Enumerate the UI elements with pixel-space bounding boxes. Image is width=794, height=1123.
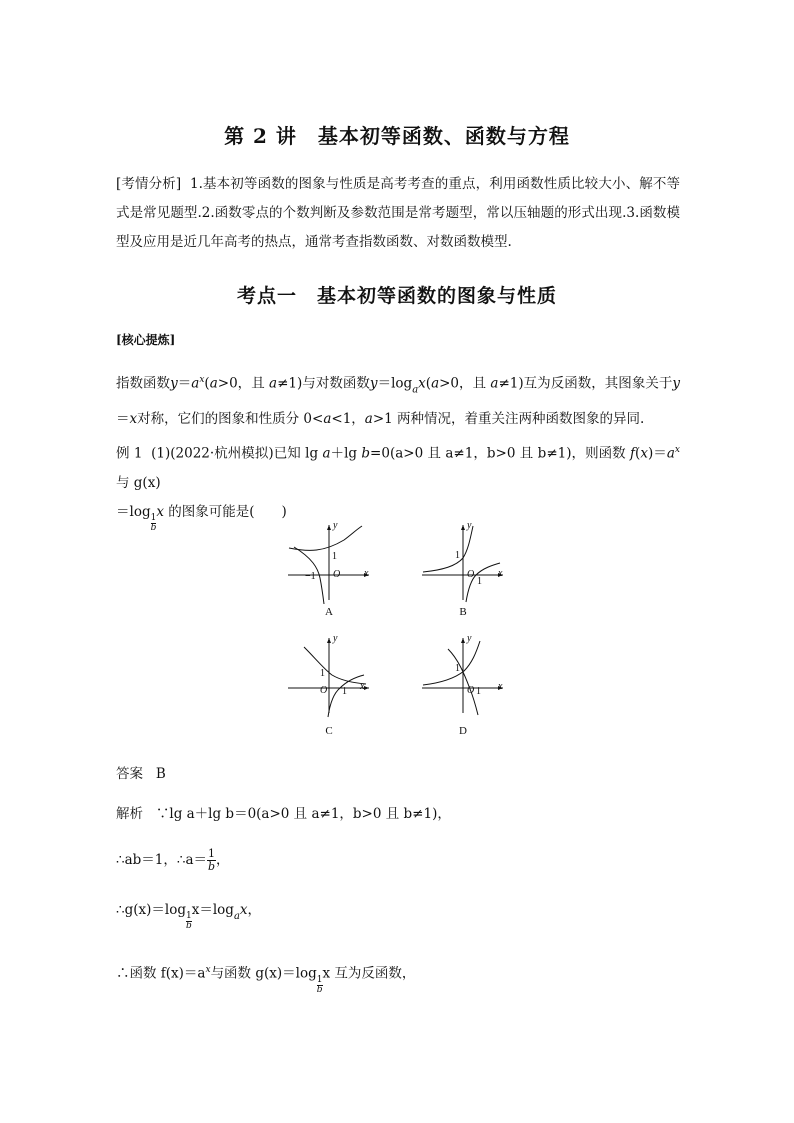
example-text-2: =0(a>0 且 a≠1，b>0 且 b≠1)，则函数	[370, 445, 626, 462]
core-text-3: 互为反函数，其图象关于	[523, 375, 673, 392]
solution-label: 解析	[116, 806, 143, 822]
curve-exp	[423, 641, 480, 685]
graph-a-minus-one: −1	[305, 571, 316, 582]
curve-exp	[289, 526, 362, 550]
graph-b-one-x: 1	[477, 576, 482, 587]
analysis-tag: [考情分析]	[116, 176, 182, 192]
graph-d-x: x	[498, 681, 503, 692]
solution-text-3a: ∴g(x)＝log	[116, 902, 186, 918]
analysis-text: 1.基本初等函数的图象与性质是高考考查的重点，利用函数性质比较大小、解不等式是常见题型.2.函数零点的个数判断及参数范围是常考题型，常以压轴题的形式出现.3.函数模型及应用是近几年高考的热点，通常考查指数函数、对数函数模型.	[116, 176, 680, 250]
graph-a[interactable]	[284, 520, 394, 640]
solution-line-3: ∴g(x)＝log $\frac{1}{b}$ $x=\log_ax$，	[116, 902, 262, 931]
example-text-3: 与 g(x)	[116, 474, 161, 491]
graph-b-x: x	[498, 568, 503, 579]
graph-c-one-x: 1	[342, 686, 347, 697]
graph-b-one-y: 1	[455, 550, 460, 561]
answer-line	[116, 760, 680, 789]
section-title: 考点一 基本初等函数的图象与性质	[236, 285, 557, 307]
graph-a-o: O	[333, 569, 341, 580]
solution-text-4a: ∴函数 f(x)＝a	[116, 965, 206, 982]
solution-text-4b: 与函数 g(x)＝log	[210, 965, 317, 982]
solution-text-1: ∵lg a＋lg b＝0(a>0 且 a≠1，b>0 且 b≠1)，	[155, 806, 451, 822]
page-title: 第 2 讲 基本初等函数、函数与方程	[224, 124, 570, 148]
graph-b-caption: B	[459, 606, 467, 618]
solution-text-4c: x 互为反函数，	[322, 965, 416, 982]
graph-d-one-y: 1	[455, 663, 460, 674]
example-text-1: (1)(2022·杭州模拟)已知 lg	[151, 445, 323, 462]
graph-c-caption: C	[325, 725, 333, 737]
graph-b[interactable]	[418, 520, 528, 640]
core-text-2: 与对数函数	[302, 375, 370, 392]
graph-d-y: y	[467, 633, 472, 644]
graph-a-x: x	[364, 568, 369, 579]
graph-a-one: 1	[332, 551, 337, 562]
graph-d[interactable]	[418, 633, 528, 753]
core-label: [核心提炼]	[116, 333, 176, 347]
answer-label: 答案	[116, 766, 143, 782]
core-text-5: <1，	[331, 410, 365, 427]
example-label: 例 1	[116, 445, 143, 462]
graph-c-o: O	[320, 685, 328, 696]
core-text-4: 对称，它们的图象和性质分 0<	[137, 410, 324, 427]
core-text-6: >1 两种情况，着重关注两种函数图象的异同.	[372, 410, 645, 427]
example-paragraph: 例 1 (1)(2022·杭州模拟)已知 lg a＋lg b=0(a>0 且 a≠1，b>0 且 b≠1)，则函数 $f(x)=a^x$与 g(x) ＝log $\frac{1}{b}$ x 的图象可能是( )	[116, 445, 680, 533]
graph-c-one-y: 1	[320, 668, 325, 679]
graph-d-o: O	[467, 685, 475, 696]
curve-exp	[304, 647, 366, 684]
answer-value: B	[155, 766, 166, 782]
graph-d-one-x: 1	[476, 686, 481, 697]
graph-d-caption: D	[459, 725, 467, 737]
graph-a-caption: A	[325, 606, 333, 618]
graph-c-x: x	[360, 681, 365, 692]
graph-b-y: y	[467, 520, 472, 531]
graph-a-y: y	[333, 520, 338, 531]
curve-exp	[423, 526, 473, 572]
solution-line-4: ∴函数 $f(x)=a^x$与函数 g(x)＝log $\frac{1}{b}$ x 互为反函数，	[116, 965, 416, 995]
example-text-4: 的图象可能是( )	[168, 503, 287, 520]
analysis-paragraph	[116, 170, 680, 257]
core-paragraph: 指数函数$y=a^x(a>0$，且 a≠1)与对数函数$y=\log_ax(a>0$，且 a≠1)互为反函数，其图象关于y＝x对称，它们的图象和性质分 0<a<1，a>1 两种情况，着重关注两种函数图象的异同.	[116, 375, 681, 427]
core-text-1: 指数函数	[116, 375, 171, 392]
graph-b-o: O	[467, 569, 475, 580]
graph-c[interactable]	[284, 633, 394, 753]
solution-text-2: ∴ab＝1，∴a＝	[116, 852, 208, 868]
graph-c-y: y	[333, 633, 338, 644]
solution-line-1	[116, 800, 680, 829]
solution-text-3b: x＝log	[191, 902, 234, 918]
solution-line-2: ∴ab＝1，∴a＝ $\frac{1}{b}$ ，	[116, 847, 230, 873]
